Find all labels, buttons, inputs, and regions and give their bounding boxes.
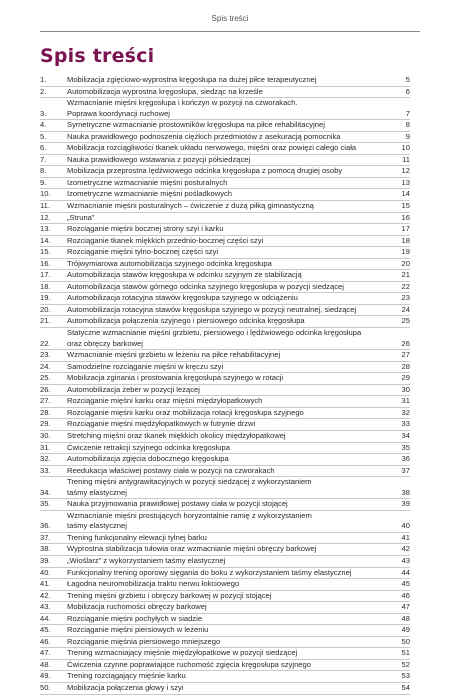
toc-entry-title: „Struna” <box>67 212 95 222</box>
toc-entry[interactable] <box>40 259 410 271</box>
toc-entry-number: 10. <box>40 189 51 199</box>
toc-entry-page: 28 <box>401 361 410 371</box>
toc-entry-number: 32. <box>40 454 51 464</box>
toc-entry-page: 49 <box>401 625 410 635</box>
toc-entry-title: Rozciąganie tkanek miękkich przednio-bocznej części szyi <box>67 235 264 245</box>
toc-entry-page: 13 <box>401 177 410 187</box>
toc-entry-title: Automobilizacja rotacyjna stawów kręgosłupa szyjnego w pozycji neutralnej, siedzącej <box>67 304 357 314</box>
toc-entry-number: 46. <box>40 636 51 646</box>
toc-entry[interactable] <box>40 408 410 420</box>
toc-entry-title: Automobilizacja połączenia szyjnego i piersiowego odcinka kręgosłupa <box>67 316 305 326</box>
toc-entry-title: Trening mięśni antygrawitacyjnych w pozycji siedzącej z wykorzystaniem taśmy elastycznej <box>67 477 312 497</box>
toc-entry-page: 25 <box>401 316 410 326</box>
toc-entry[interactable] <box>40 350 410 362</box>
toc-entry-title: Trening funkcjonalny elewacji tylnej barku <box>67 532 207 542</box>
toc-entry[interactable] <box>40 75 410 87</box>
toc-entry[interactable] <box>40 637 410 649</box>
toc-entry[interactable] <box>40 614 410 626</box>
toc-entry-page: 12 <box>401 166 410 176</box>
toc-entry-title: Symetryczne wzmacnianie prostowników kręgosłupa na piłce rehabilitacyjnej <box>67 120 325 130</box>
toc-entry-number: 50. <box>40 682 51 692</box>
toc-entry-number: 15. <box>40 247 51 257</box>
toc-entry-page: 44 <box>401 567 410 577</box>
toc-entry-title: Wzmacnianie mięśni grzbietu w leżeniu na piłce rehabilitacyjnej <box>67 350 281 360</box>
toc-entry-title: Rozciąganie mięśni piersiowych w leżeniu <box>67 625 209 635</box>
toc-entry-page: 37 <box>401 465 410 475</box>
toc-entry-number: 28. <box>40 407 51 417</box>
toc-entry-page: 32 <box>401 407 410 417</box>
toc-entry-title: Funkcjonalny trening oporowy sięgania do boku z wykorzystaniem taśmy elastycznej <box>67 567 352 577</box>
toc-entry-number: 18. <box>40 281 51 291</box>
toc-entry-title: Statyczne wzmacnianie mięśni grzbietu, piersiowego i lędźwiowego odcinka kręgosłupa oraz obręczy barkowej <box>67 328 362 348</box>
toc-entry-page: 15 <box>401 201 410 211</box>
toc-entry-page: 45 <box>401 579 410 589</box>
toc-entry-page: 40 <box>401 521 410 531</box>
toc-entry-page: 23 <box>401 293 410 303</box>
toc-entry[interactable] <box>40 98 410 120</box>
toc-entry-page: 18 <box>401 235 410 245</box>
toc-entry-title: Automobilizacja stawów kręgosłupa w odcinku szyjnym ze stabilizacją <box>67 270 302 280</box>
toc-entry-number: 24. <box>40 361 51 371</box>
toc-entry-title: Wyprostna stabilizacja tułowia oraz wzmacnianie mięśni obręczy barkowej <box>67 544 317 554</box>
toc-entry-number: 12. <box>40 212 51 222</box>
toc-entry-page: 36 <box>401 454 410 464</box>
toc-entry-number: 34. <box>40 487 51 497</box>
toc-entry[interactable] <box>40 511 410 533</box>
toc-entry-number: 38. <box>40 544 51 554</box>
toc-entry-page: 53 <box>401 671 410 681</box>
toc-entry-number: 47. <box>40 648 51 658</box>
toc-entry-title: Rozciąganie mięśni tylno-bocznej części szyi <box>67 247 219 257</box>
toc-entry-number: 4. <box>40 120 47 130</box>
toc-entry-number: 31. <box>40 442 51 452</box>
toc-entry-page: 43 <box>401 555 410 565</box>
toc-entry-page: 31 <box>401 396 410 406</box>
toc-entry[interactable] <box>40 270 410 282</box>
toc-entry-number: 37. <box>40 532 51 542</box>
toc-entry-page: 46 <box>401 590 410 600</box>
toc-entry-title: Automobilizacja zgięcia dobocznego kręgosłupa <box>67 454 229 464</box>
toc-entry-page: 39 <box>401 499 410 509</box>
toc-entry[interactable] <box>40 282 410 294</box>
toc-entry-page: 14 <box>401 189 410 199</box>
toc-entry-page: 48 <box>401 613 410 623</box>
toc-entry-number: 8. <box>40 166 47 176</box>
toc-entry-number: 43. <box>40 602 51 612</box>
toc-entry[interactable] <box>40 625 410 637</box>
toc-entry-title: Ćwiczenie retrakcji szyjnego odcinka kręgosłupa <box>67 442 230 452</box>
toc-entry-number: 29. <box>40 419 51 429</box>
toc-entry-page: 5 <box>405 75 410 84</box>
toc-entry-number: 3. <box>40 108 47 118</box>
toc-entry[interactable] <box>40 189 410 201</box>
toc-entry[interactable] <box>40 328 410 350</box>
toc-entry[interactable] <box>40 431 410 443</box>
table-of-contents <box>40 75 410 695</box>
toc-entry-page: 47 <box>401 602 410 612</box>
toc-entry[interactable] <box>40 602 410 614</box>
toc-entry-number: 42. <box>40 590 51 600</box>
toc-entry-number: 48. <box>40 659 51 669</box>
page-title: Spis treści <box>40 45 155 67</box>
toc-entry[interactable] <box>40 373 410 385</box>
toc-entry-page: 16 <box>401 212 410 222</box>
toc-entry-page: 52 <box>401 659 410 669</box>
toc-entry-title: Wzmacnianie mięśni prostujących horyzontalnie ramię z wykorzystaniem taśmy elastycznej <box>67 510 312 531</box>
toc-entry-page: 8 <box>405 120 410 130</box>
toc-entry-title: Trening mięśni grzbietu i obręczy barkowej w pozycji stojącej <box>67 590 272 600</box>
toc-entry-number: 30. <box>40 430 51 440</box>
toc-entry-title: Automobilizacja wyprostna kręgosłupa, siedząc na krześle <box>67 86 263 96</box>
toc-entry-title: Reedukacja właściwej postawy ciała w pozycji na czworakach <box>67 465 275 475</box>
toc-entry-number: 49. <box>40 671 51 681</box>
toc-entry-title: Rozciąganie mięśni międzyłopatkowych w futrynie drzwi <box>67 419 256 429</box>
header-rule <box>40 31 420 32</box>
toc-entry-page: 20 <box>401 258 410 268</box>
toc-entry[interactable] <box>40 396 410 408</box>
toc-entry[interactable] <box>40 87 410 99</box>
toc-entry-page: 21 <box>401 270 410 280</box>
toc-entry[interactable] <box>40 305 410 317</box>
toc-entry-number: 6. <box>40 143 47 153</box>
toc-entry-title: Automobilizacja stawów górnego odcinka szyjnego kręgosłupa w pozycji siedzącej <box>67 281 344 291</box>
toc-entry-title: Wzmacnianie mięśni kręgosłupa i kończyn w pozycji na czworakach. Poprawa koordynacji ruchowej <box>67 98 298 118</box>
toc-entry-page: 6 <box>405 86 410 96</box>
toc-entry-title: Mobilizacja połączenia głowy i szyi <box>67 682 184 692</box>
toc-entry-title: Trójwymiarowa automobilizacja szyjnego odcinka kręgosłupa <box>67 258 272 268</box>
toc-entry[interactable] <box>40 466 410 478</box>
toc-entry-page: 24 <box>401 304 410 314</box>
toc-entry-number: 26. <box>40 384 51 394</box>
toc-entry[interactable] <box>40 454 410 466</box>
toc-entry[interactable] <box>40 213 410 225</box>
toc-entry-number: 22. <box>40 338 51 348</box>
toc-entry-number: 7. <box>40 154 47 164</box>
toc-entry-number: 9. <box>40 177 47 187</box>
toc-entry-page: 26 <box>401 338 410 348</box>
toc-entry-number: 39. <box>40 555 51 565</box>
toc-entry-title: Mobilizacja zginania i prostowania kręgosłupa szyjnego w rotacji <box>67 373 284 383</box>
toc-entry-title: Rozciąganie mięśni karku oraz mięśni międzyłopatkowych <box>67 396 263 406</box>
toc-entry-number: 25. <box>40 373 51 383</box>
toc-entry-number: 40. <box>40 567 51 577</box>
toc-entry-title: Stretching mięśni oraz tkanek miękkich okolicy międzyłopatkowej <box>67 430 286 440</box>
toc-entry-number: 27. <box>40 396 51 406</box>
toc-entry-title: Izometryczne wzmacnianie mięśni posturalnych <box>67 177 228 187</box>
toc-entry-number: 14. <box>40 235 51 245</box>
toc-entry-number: 33. <box>40 465 51 475</box>
toc-entry[interactable] <box>40 533 410 545</box>
toc-entry-title: Rozciąganie mięśni bocznej strony szyi i karku <box>67 224 224 234</box>
toc-entry-page: 50 <box>401 636 410 646</box>
toc-entry-number: 41. <box>40 579 51 589</box>
toc-entry-number: 1. <box>40 75 47 84</box>
toc-entry[interactable] <box>40 544 410 556</box>
toc-entry[interactable] <box>40 419 410 431</box>
toc-entry[interactable] <box>40 155 410 167</box>
toc-entry[interactable] <box>40 143 410 155</box>
toc-entry-number: 5. <box>40 131 47 141</box>
toc-entry-page: 10 <box>401 143 410 153</box>
toc-entry-title: Rozciąganie mięśni karku oraz mobilizacja rotacji kręgosłupa szyjnego <box>67 407 304 417</box>
toc-entry-title: Nauka prawidłowego podnoszenia ciężkich przedmiotów z asekuracją pomocnika <box>67 131 341 141</box>
toc-entry-number: 45. <box>40 625 51 635</box>
toc-entry-number: 16. <box>40 258 51 268</box>
toc-entry-number: 13. <box>40 224 51 234</box>
toc-entry-title: Wzmacnianie mięśni posturalnych – ćwiczenie z dużą piłką gimnastyczną <box>67 201 314 211</box>
toc-entry[interactable] <box>40 132 410 144</box>
toc-entry-title: Izometryczne wzmacnianie mięśni pośladkowych <box>67 189 233 199</box>
toc-entry-page: 51 <box>401 648 410 658</box>
toc-entry-number: 21. <box>40 316 51 326</box>
toc-entry-number: 20. <box>40 304 51 314</box>
toc-entry-number: 19. <box>40 293 51 303</box>
toc-entry[interactable] <box>40 120 410 132</box>
toc-entry-page: 29 <box>401 373 410 383</box>
toc-entry[interactable] <box>40 671 410 683</box>
toc-entry-title: Trening rozciągający mięśnie karku <box>67 671 186 681</box>
toc-entry-number: 23. <box>40 350 51 360</box>
toc-entry[interactable] <box>40 591 410 603</box>
toc-entry[interactable] <box>40 556 410 568</box>
toc-entry[interactable] <box>40 293 410 305</box>
toc-entry[interactable] <box>40 236 410 248</box>
toc-entry-title: „Wioślarz” z wykorzystaniem taśmy elastycznej <box>67 555 226 565</box>
toc-entry-page: 35 <box>401 442 410 452</box>
toc-entry-title: Trening wzmacniający mięśnie międzyłopatkowe w pozycji siedzącej <box>67 648 298 658</box>
toc-entry-page: 33 <box>401 419 410 429</box>
toc-entry[interactable] <box>40 178 410 190</box>
toc-entry-title: Łagodna neuromobilizacja traktu nerwu łokciowego <box>67 579 240 589</box>
toc-entry-title: Samodzielne rozciąganie mięśni w kręczu szyi <box>67 361 224 371</box>
running-head: Spis treści <box>211 14 249 23</box>
toc-entry-page: 11 <box>402 154 410 164</box>
toc-entry-page: 30 <box>401 384 410 394</box>
toc-entry-page: 19 <box>401 247 410 257</box>
toc-entry-page: 41 <box>401 532 410 542</box>
toc-entry[interactable] <box>40 499 410 511</box>
toc-entry-page: 17 <box>401 224 410 234</box>
toc-entry[interactable] <box>40 579 410 591</box>
toc-entry[interactable] <box>40 648 410 660</box>
toc-entry-title: Automobilizacja rotacyjna stawów kręgosłupa szyjnego w odciążeniu <box>67 293 298 303</box>
toc-entry-page: 27 <box>401 350 410 360</box>
toc-entry[interactable] <box>40 385 410 397</box>
toc-entry-title: Nauka prawidłowego wstawania z pozycji półsiedzącej <box>67 154 251 164</box>
toc-entry-title: Mobilizacja przeprostna lędźwiowego odcinka kręgosłupa z pomocą drugiej osoby <box>67 166 343 176</box>
toc-entry[interactable] <box>40 660 410 672</box>
toc-entry[interactable] <box>40 224 410 236</box>
toc-entry-title: Nauka przyjmowania prawidłowej postawy ciała w pozycji stojącej <box>67 499 288 509</box>
toc-entry-title: Ćwiczenia czynne poprawiające ruchomość zgięcia kręgosłupa szyjnego <box>67 659 311 669</box>
toc-entry[interactable] <box>40 683 410 695</box>
toc-entry[interactable] <box>40 316 410 328</box>
toc-entry-number: 36. <box>40 521 51 531</box>
toc-entry-number: 44. <box>40 613 51 623</box>
toc-entry-title: Rozciąganie mięśnia piersiowego mniejszego <box>67 636 221 646</box>
toc-entry[interactable] <box>40 201 410 213</box>
toc-entry-page: 22 <box>401 281 410 291</box>
toc-entry-page: 9 <box>405 131 410 141</box>
toc-entry-page: 38 <box>401 487 410 497</box>
toc-entry-number: 17. <box>40 270 51 280</box>
toc-entry-page: 7 <box>405 108 410 118</box>
toc-entry-number: 35. <box>40 499 51 509</box>
toc-entry[interactable] <box>40 362 410 374</box>
toc-entry-number: 11. <box>40 201 50 211</box>
toc-entry[interactable] <box>40 247 410 259</box>
toc-entry[interactable] <box>40 166 410 178</box>
toc-entry[interactable] <box>40 443 410 455</box>
toc-entry-page: 42 <box>401 544 410 554</box>
toc-entry-page: 54 <box>401 682 410 692</box>
toc-entry-title: Mobilizacja rozciągliwości tkanek układu nerwowego, mięśni oraz powięzi całego ciała <box>67 143 357 153</box>
toc-entry-title: Rozciąganie mięśni pochyłych w siadzie <box>67 613 203 623</box>
toc-entry-number: 2. <box>40 86 47 96</box>
toc-entry-title: Mobilizacja zgięciowo-wyprostna kręgosłupa na dużej piłce terapeutycznej <box>67 75 317 84</box>
toc-entry[interactable] <box>40 477 410 499</box>
toc-entry-page: 34 <box>401 430 410 440</box>
toc-entry-title: Mobilizacja ruchomości obręczy barkowej <box>67 602 207 612</box>
toc-entry-title: Automobilizacja żeber w pozycji leżącej <box>67 384 200 394</box>
toc-entry[interactable] <box>40 568 410 580</box>
